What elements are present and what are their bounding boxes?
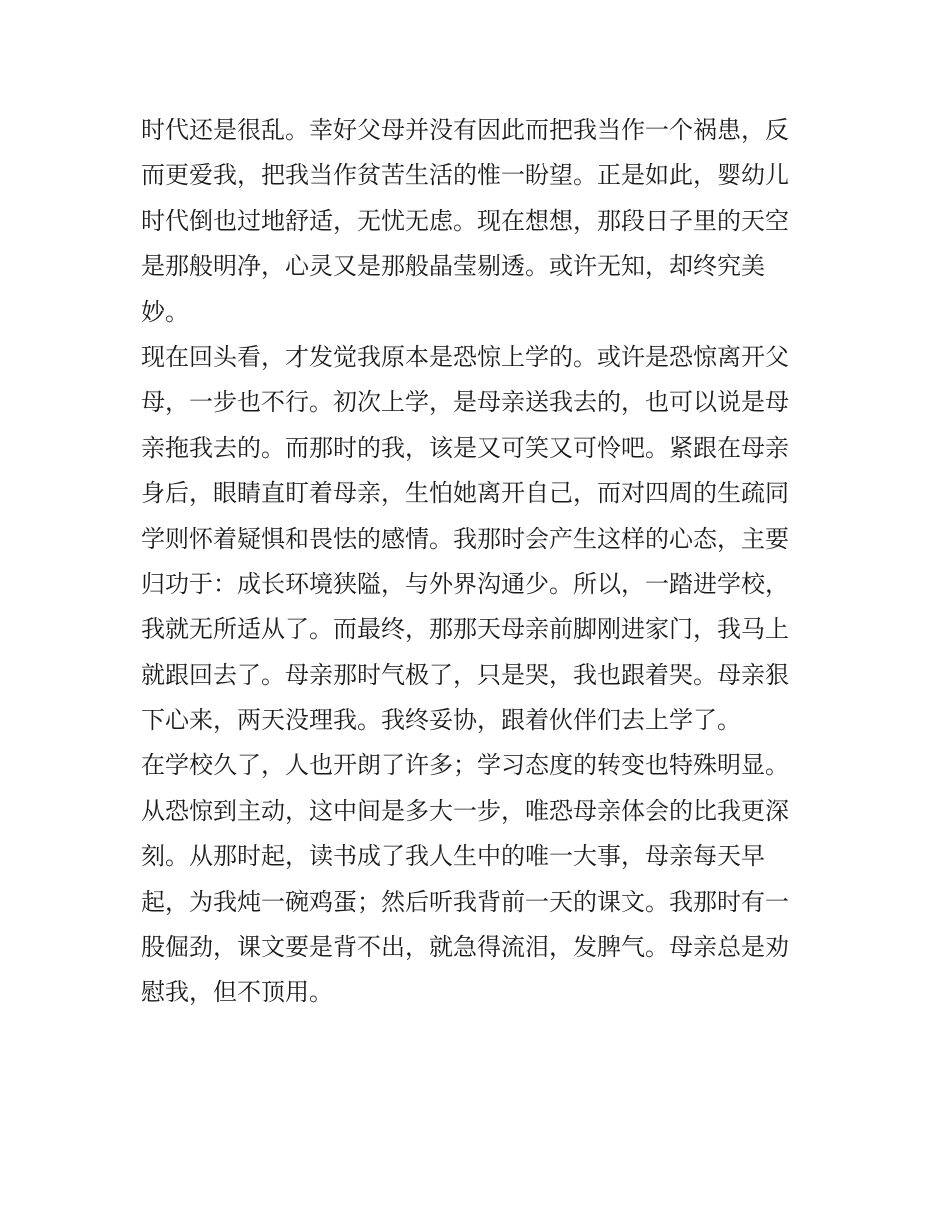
text-line: 就跟回去了。母亲那时气极了，只是哭，我也跟着哭。母亲狠 <box>141 660 789 689</box>
text-line: 下心来，两天没理我。我终妥协，跟着伙伴们去上学了。 <box>141 706 741 735</box>
text-line: 从恐惊到主动，这中间是多大一步，唯恐母亲体会的比我更深 <box>141 796 789 825</box>
text-line: 时代倒也过地舒适，无忧无虑。现在想想，那段日子里的天空 <box>141 206 789 235</box>
text-line: 母，一步也不行。初次上学，是母亲送我去的，也可以说是母 <box>141 388 789 417</box>
text-line: 而更爱我，把我当作贫苦生活的惟一盼望。正是如此，婴幼儿 <box>141 161 789 190</box>
text-line: 身后，眼睛直盯着母亲，生怕她离开自己，而对四周的生疏同 <box>141 479 789 508</box>
text-line: 慰我，但不顶用。 <box>141 978 333 1007</box>
text-line: 股倔劲，课文要是背不出，就急得流泪，发脾气。母亲总是劝 <box>141 933 789 962</box>
text-line: 亲拖我去的。而那时的我，该是又可笑又可怜吧。紧跟在母亲 <box>141 433 789 462</box>
text-line: 归功于：成长环境狭隘，与外界沟通少。所以，一踏进学校， <box>141 569 789 598</box>
text-line: 刻。从那时起，读书成了我人生中的唯一大事，母亲每天早 <box>141 842 765 871</box>
text-line: 现在回头看，才发觉我原本是恐惊上学的。或许是恐惊离开父 <box>141 342 789 371</box>
text-line: 在学校久了，人也开朗了许多；学习态度的转变也特殊明显。 <box>141 751 789 780</box>
text-line: 我就无所适从了。而最终，那那天母亲前脚刚进家门，我马上 <box>141 615 789 644</box>
text-line: 妙。 <box>141 297 189 326</box>
body-text <box>141 108 821 1016</box>
text-line: 学则怀着疑惧和畏怯的感情。我那时会产生这样的心态，主要 <box>141 524 789 553</box>
text-line: 时代还是很乱。幸好父母并没有因此而把我当作一个祸患，反 <box>141 116 789 144</box>
text-line: 是那般明净，心灵又是那般晶莹剔透。或许无知，却终究美 <box>141 252 765 281</box>
text-line: 起，为我炖一碗鸡蛋；然后听我背前一天的课文。我那时有一 <box>141 887 789 916</box>
